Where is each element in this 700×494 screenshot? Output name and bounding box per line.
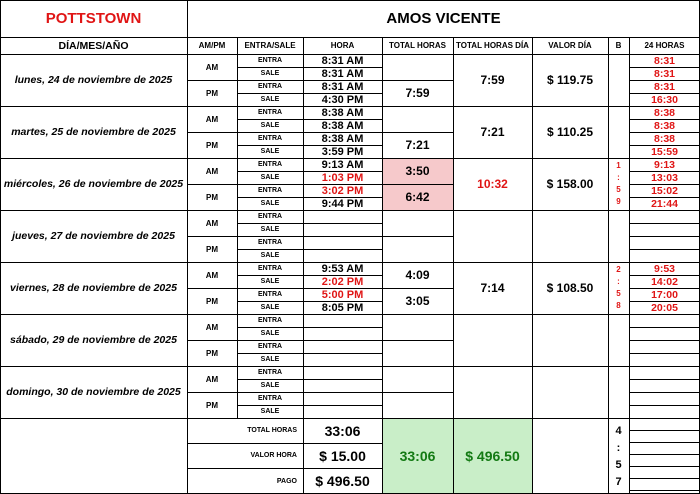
sale-label: SALE (260, 330, 280, 337)
grid-line (629, 340, 700, 341)
grid-line (629, 119, 700, 120)
grid-line (382, 236, 454, 237)
sale-label: SALE (260, 408, 280, 415)
time-cell[interactable] (303, 210, 382, 223)
time-cell[interactable] (303, 249, 382, 262)
entra-label: ENTRA (257, 83, 283, 90)
h24-cell: 8:38 (653, 106, 675, 119)
grid-line (237, 171, 383, 172)
time-cell[interactable] (303, 223, 382, 236)
grid-line (0, 0, 700, 1)
b-value (608, 368, 629, 416)
h24-cell (629, 353, 700, 366)
grid-line (629, 442, 700, 443)
b-value (608, 264, 629, 312)
h24-cell (629, 405, 700, 418)
b-value-char: 1 (616, 161, 621, 170)
grid-line (629, 405, 700, 406)
day-total-hours: 7:59 (480, 73, 505, 87)
grid-line (382, 80, 454, 81)
grid-line (237, 392, 383, 393)
h24-cell (629, 379, 700, 392)
pm-total-hours: 3:05 (405, 294, 430, 308)
time-cell[interactable]: 8:38 AM (321, 119, 364, 132)
grid-line (608, 418, 609, 494)
grid-line (629, 132, 700, 133)
grid-line (629, 478, 700, 479)
grid-line (629, 37, 630, 419)
sale-label: SALE (260, 148, 280, 155)
sale-label: SALE (260, 278, 280, 285)
sale-label: SALE (260, 70, 280, 77)
h24-cell (629, 327, 700, 340)
time-cell[interactable]: 8:31 AM (321, 67, 364, 80)
column-header-entry-exit: ENTRA/SALE (244, 41, 296, 50)
pm-label: PM (206, 88, 218, 98)
grid-line (237, 145, 383, 146)
time-cell[interactable]: 8:31 AM (321, 54, 364, 67)
grid-line (0, 262, 700, 263)
entra-label: ENTRA (257, 395, 283, 402)
time-cell[interactable]: 4:30 PM (321, 93, 364, 106)
sale-label: SALE (260, 96, 280, 103)
grid-line (629, 288, 700, 289)
time-cell[interactable]: 8:38 AM (321, 106, 364, 119)
time-cell[interactable] (303, 405, 382, 418)
grid-line (0, 106, 700, 107)
sale-label: SALE (260, 226, 280, 233)
grid-line (629, 353, 700, 354)
time-cell[interactable]: 5:00 PM (321, 288, 364, 301)
grid-line (0, 0, 1, 494)
sale-label: SALE (260, 252, 280, 259)
time-cell[interactable]: 9:13 AM (321, 158, 364, 171)
time-cell[interactable]: 3:02 PM (321, 184, 364, 197)
column-header-h24: 24 HORAS (644, 41, 685, 50)
time-cell[interactable] (303, 314, 382, 327)
h24-cell: 20:05 (651, 301, 678, 314)
grid-line (303, 418, 304, 494)
b-total-char: 4 (615, 424, 622, 437)
entra-label: ENTRA (257, 239, 283, 246)
day-date: martes, 25 de noviembre de 2025 (11, 126, 176, 138)
column-header-date: DÍA/MES/AÑO (58, 39, 129, 52)
day-value (532, 314, 608, 366)
h24-cell (629, 366, 700, 379)
pm-label: PM (206, 348, 218, 358)
day-total-hours (453, 366, 532, 418)
time-cell[interactable]: 2:02 PM (321, 275, 364, 288)
entra-label: ENTRA (257, 369, 283, 376)
b-value-char: 5 (616, 289, 621, 298)
grid-line (629, 466, 700, 467)
h24-cell (629, 249, 700, 262)
grid-line (237, 37, 238, 419)
grid-line (382, 418, 383, 494)
grid-line (629, 80, 700, 81)
time-cell[interactable]: 3:59 PM (321, 145, 364, 158)
b-value (608, 160, 629, 208)
h24-cell: 8:31 (653, 67, 675, 80)
pm-total-hours: 7:59 (405, 86, 430, 100)
pm-label: PM (206, 296, 218, 306)
grid-line (629, 379, 700, 380)
column-header-total-hours-day: TOTAL HORAS DÍA (456, 41, 529, 50)
b-value (608, 316, 629, 364)
b-total-char: 7 (615, 475, 622, 488)
entra-label: ENTRA (257, 265, 283, 272)
sale-label: SALE (260, 200, 280, 207)
h24-cell: 9:13 (653, 158, 675, 171)
grid-line (237, 275, 383, 276)
summary-label-total-hours: TOTAL HORAS (247, 427, 297, 434)
h24-cell: 16:30 (651, 93, 678, 106)
grid-line (237, 119, 383, 120)
grid-line (382, 392, 454, 393)
grid-line (187, 392, 238, 393)
sale-label: SALE (260, 174, 280, 181)
grid-line (629, 223, 700, 224)
grid-line (629, 236, 700, 237)
pm-total-hours: 7:21 (405, 138, 430, 152)
day-value (532, 210, 608, 262)
pm-total-hours: 6:42 (405, 190, 430, 204)
pm-total-hours (382, 340, 453, 366)
grid-line (453, 37, 454, 419)
grid-line (237, 353, 383, 354)
grid-line (629, 67, 700, 68)
h24-cell: 17:00 (651, 288, 678, 301)
am-total-hours: 4:09 (405, 268, 430, 282)
grid-line (187, 184, 238, 185)
grid-line (237, 249, 383, 250)
h24-cell: 15:59 (651, 145, 678, 158)
summary-total-hours-day: 33:06 (399, 448, 436, 464)
h24-cell: 14:02 (651, 275, 678, 288)
h24-cell (629, 340, 700, 353)
h24-cell: 15:02 (651, 184, 678, 197)
column-header-ampm: AM/PM (198, 41, 226, 50)
grid-line (629, 184, 700, 185)
day-value (532, 366, 608, 418)
grid-line (237, 301, 383, 302)
location-title: POTTSTOWN (45, 10, 142, 27)
time-cell[interactable]: 9:53 AM (321, 262, 364, 275)
day-date: lunes, 24 de noviembre de 2025 (14, 74, 173, 86)
h24-cell (629, 314, 700, 327)
time-cell[interactable] (303, 353, 382, 366)
am-label: AM (205, 166, 219, 176)
am-total-hours (382, 210, 453, 236)
sale-label: SALE (260, 122, 280, 129)
day-date: jueves, 27 de noviembre de 2025 (12, 230, 175, 242)
summary-total-value: $ 496.50 (465, 448, 520, 464)
b-value-char: 9 (616, 197, 621, 206)
column-header-day-value: VALOR DÍA (548, 41, 592, 50)
grid-line (237, 80, 383, 81)
grid-line (629, 171, 700, 172)
grid-line (237, 197, 383, 198)
grid-line (237, 93, 383, 94)
summary-value-total-hours: 33:06 (324, 422, 361, 439)
grid-line (237, 327, 383, 328)
column-header-hour: HORA (330, 41, 355, 50)
b-value-char: 2 (616, 265, 621, 274)
grid-line (629, 430, 700, 431)
grid-line (187, 0, 188, 494)
b-value-char: 8 (616, 301, 621, 310)
h24-cell (629, 223, 700, 236)
b-value-char: 5 (616, 185, 621, 194)
day-date: domingo, 30 de noviembre de 2025 (6, 386, 181, 398)
day-total-hours (453, 210, 532, 262)
grid-line (629, 392, 700, 393)
entra-label: ENTRA (257, 213, 283, 220)
grid-line (237, 340, 383, 341)
h24-cell (629, 392, 700, 405)
summary-value-pay: $ 496.50 (315, 473, 370, 489)
time-cell[interactable]: 1:03 PM (321, 171, 364, 184)
b-total-char: : (616, 441, 621, 454)
grid-line (629, 145, 700, 146)
h24-cell: 9:53 (653, 262, 675, 275)
b-value (608, 56, 629, 104)
summary-b-total (608, 422, 629, 490)
b-value (608, 212, 629, 260)
day-date: viernes, 28 de noviembre de 2025 (10, 282, 177, 294)
grid-line (187, 80, 238, 81)
h24-cell: 8:31 (653, 80, 675, 93)
grid-line (187, 132, 238, 133)
grid-line (0, 418, 700, 419)
am-label: AM (205, 218, 219, 228)
column-header-total-hours: TOTAL HORAS (389, 41, 446, 50)
time-cell[interactable] (303, 327, 382, 340)
h24-cell: 8:31 (653, 54, 675, 67)
time-cell[interactable]: 9:44 PM (321, 197, 364, 210)
h24-cell: 8:38 (653, 119, 675, 132)
time-cell[interactable]: 8:38 AM (321, 132, 364, 145)
entra-label: ENTRA (257, 187, 283, 194)
grid-line (629, 301, 700, 302)
grid-line (382, 37, 383, 419)
pm-label: PM (206, 192, 218, 202)
grid-line (629, 197, 700, 198)
day-total-hours: 10:32 (477, 177, 508, 191)
grid-line (303, 37, 304, 419)
am-label: AM (205, 270, 219, 280)
time-cell[interactable] (303, 366, 382, 379)
grid-line (382, 340, 454, 341)
pm-label: PM (206, 140, 218, 150)
day-value: $ 158.00 (546, 177, 594, 191)
grid-line (0, 37, 700, 38)
grid-line (382, 132, 454, 133)
summary-label-hour-value: VALOR HORA (250, 452, 297, 459)
h24-cell: 13:03 (651, 171, 678, 184)
grid-line (187, 288, 238, 289)
grid-line (187, 443, 383, 444)
grid-line (0, 314, 700, 315)
b-value-char: : (617, 173, 620, 182)
grid-line (237, 184, 383, 185)
b-value-char: : (617, 277, 620, 286)
am-label: AM (205, 62, 219, 72)
h24-cell (629, 236, 700, 249)
b-value (608, 108, 629, 156)
time-cell[interactable] (303, 379, 382, 392)
grid-line (629, 490, 700, 491)
h24-cell: 8:38 (653, 132, 675, 145)
am-label: AM (205, 374, 219, 384)
time-cell[interactable] (303, 392, 382, 405)
grid-line (237, 236, 383, 237)
pm-total-hours (382, 236, 453, 262)
grid-line (0, 158, 700, 159)
grid-line (629, 249, 700, 250)
grid-line (629, 327, 700, 328)
time-cell[interactable] (303, 340, 382, 353)
grid-line (532, 418, 533, 494)
am-total-hours (382, 314, 453, 340)
sale-label: SALE (260, 356, 280, 363)
summary-value-hour-value: $ 15.00 (319, 447, 366, 464)
pm-label: PM (206, 400, 218, 410)
entra-label: ENTRA (257, 161, 283, 168)
grid-line (0, 210, 700, 211)
h24-cell: 21:44 (651, 197, 678, 210)
time-cell[interactable] (303, 236, 382, 249)
entra-label: ENTRA (257, 343, 283, 350)
grid-line (237, 379, 383, 380)
am-total-hours (382, 106, 453, 132)
h24-cell (629, 210, 700, 223)
grid-line (629, 454, 700, 455)
summary-label-pay: PAGO (276, 477, 297, 485)
column-header-b: B (615, 41, 622, 50)
day-value: $ 119.75 (546, 73, 594, 87)
grid-line (382, 184, 454, 185)
time-cell[interactable]: 8:05 PM (321, 301, 364, 314)
day-total-hours (453, 314, 532, 366)
grid-line (187, 236, 238, 237)
am-label: AM (205, 114, 219, 124)
sale-label: SALE (260, 382, 280, 389)
day-total-hours: 7:21 (480, 125, 505, 139)
entra-label: ENTRA (257, 135, 283, 142)
grid-line (187, 340, 238, 341)
grid-line (608, 37, 609, 419)
day-date: sábado, 29 de noviembre de 2025 (10, 334, 177, 346)
grid-line (382, 288, 454, 289)
entra-label: ENTRA (257, 109, 283, 116)
grid-line (629, 275, 700, 276)
am-label: AM (205, 322, 219, 332)
pm-total-hours (382, 392, 453, 418)
grid-line (237, 223, 383, 224)
pm-label: PM (206, 244, 218, 254)
sale-label: SALE (260, 304, 280, 311)
day-date: miércoles, 26 de noviembre de 2025 (3, 178, 184, 190)
time-cell[interactable]: 8:31 AM (321, 80, 364, 93)
entra-label: ENTRA (257, 57, 283, 64)
am-total-hours (382, 54, 453, 80)
am-total-hours (382, 366, 453, 392)
grid-line (0, 366, 700, 367)
grid-line (629, 93, 700, 94)
grid-line (532, 37, 533, 419)
grid-line (453, 418, 454, 494)
b-total-char: 5 (615, 458, 622, 471)
am-total-hours: 3:50 (405, 164, 430, 178)
day-value: $ 108.50 (546, 281, 594, 295)
entra-label: ENTRA (257, 291, 283, 298)
grid-line (187, 468, 383, 469)
grid-line (237, 67, 383, 68)
entra-label: ENTRA (257, 317, 283, 324)
grid-line (237, 405, 383, 406)
employee-name: AMOS VICENTE (386, 10, 501, 27)
grid-line (0, 54, 700, 55)
grid-line (237, 288, 383, 289)
grid-line (237, 132, 383, 133)
day-value: $ 110.25 (546, 125, 594, 139)
day-total-hours: 7:14 (480, 281, 505, 295)
